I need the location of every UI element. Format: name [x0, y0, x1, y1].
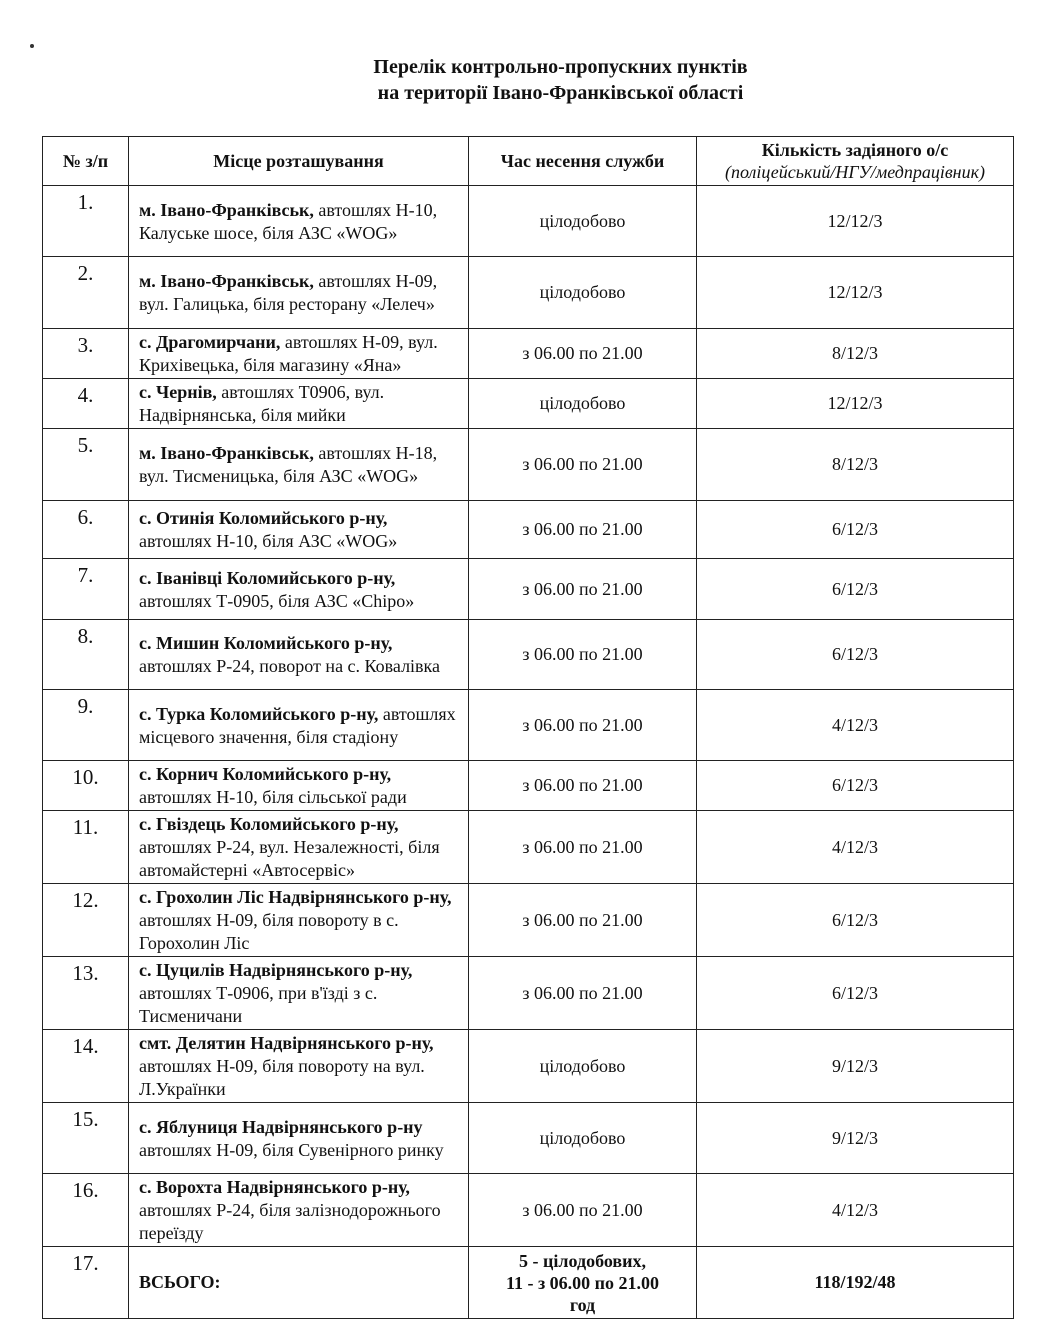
place-details: автошлях Р-24, поворот на с. Ковалівка	[139, 656, 441, 676]
row-time: з 06.00 по 21.00	[469, 811, 697, 884]
place-details: автошлях Н-10, біля сільської ради	[139, 787, 407, 807]
row-place	[129, 620, 469, 690]
place-name: м. Івано-Франківськ,	[139, 271, 314, 291]
row-number: 4.	[43, 379, 129, 429]
row-count: 4/12/3	[697, 690, 1014, 761]
total-row	[43, 1247, 1014, 1319]
row-place	[129, 761, 469, 811]
total-time-line-1: 5 - цілодобових,	[519, 1250, 646, 1271]
title-line-1: Перелік контрольно-пропускних пунктів	[373, 56, 748, 78]
row-count: 8/12/3	[697, 429, 1014, 501]
row-place	[129, 811, 469, 884]
place-details: автошлях Н-10, Калуське шосе, біля АЗС «WOG»	[139, 199, 438, 243]
row-time: з 06.00 по 21.00	[469, 559, 697, 620]
place-name: с. Ворохта Надвірнянського р-ну,	[139, 1177, 410, 1197]
table-row	[43, 559, 1014, 620]
row-count: 12/12/3	[697, 186, 1014, 257]
row-count: 9/12/3	[697, 1030, 1014, 1103]
place-details: автошлях Р-24, біля залізнодорожнього переїзду	[139, 1200, 441, 1243]
table-row	[43, 811, 1014, 884]
total-time-line-3: год	[569, 1294, 596, 1315]
row-place	[129, 186, 469, 257]
place-details: автошлях Н-09, вул. Крихівецька, біля магазину «Яна»	[139, 332, 438, 375]
row-time: цілодобово	[469, 257, 697, 329]
row-place	[129, 884, 469, 957]
row-place	[129, 1030, 469, 1103]
row-count: 12/12/3	[697, 257, 1014, 329]
row-number: 11.	[43, 811, 129, 884]
place-name: с. Отинія Коломийського р-ну,	[139, 508, 388, 528]
header-count-title: Кількість задіяного о/с	[761, 140, 949, 160]
place-details: автошлях місцевого значення, біля стадіону	[139, 703, 456, 747]
row-time: з 06.00 по 21.00	[469, 884, 697, 957]
row-time: цілодобово	[469, 1030, 697, 1103]
row-number: 3.	[43, 329, 129, 379]
row-time: цілодобово	[469, 1103, 697, 1174]
row-count: 6/12/3	[697, 957, 1014, 1030]
table-row	[43, 1174, 1014, 1247]
row-place	[129, 429, 469, 501]
row-place	[129, 559, 469, 620]
row-count: 6/12/3	[697, 501, 1014, 559]
row-count: 6/12/3	[697, 884, 1014, 957]
header-count	[697, 137, 1014, 186]
table-row	[43, 1103, 1014, 1174]
row-time: з 06.00 по 21.00	[469, 501, 697, 559]
place-name: с. Яблуниця Надвірнянського р-ну	[139, 1116, 423, 1137]
table-row	[43, 761, 1014, 811]
row-place	[129, 690, 469, 761]
row-count: 4/12/3	[697, 811, 1014, 884]
row-number: 13.	[43, 957, 129, 1030]
row-time: з 06.00 по 21.00	[469, 620, 697, 690]
place-name: с. Мишин Коломийського р-ну,	[139, 633, 393, 653]
place-details: автошлях Н-09, біля Сувенірного ринку	[139, 1139, 444, 1160]
row-time: з 06.00 по 21.00	[469, 761, 697, 811]
place-details: автошлях Р-24, вул. Незалежності, біля автомайстерні «Автосервіс»	[139, 837, 440, 880]
total-time	[469, 1247, 697, 1319]
row-place	[129, 1103, 469, 1174]
row-place	[129, 501, 469, 559]
header-place: Місце розташування	[129, 137, 469, 186]
place-name: с. Іванівці Коломийського р-ну,	[139, 567, 396, 588]
place-name: м. Івано-Франківськ,	[139, 443, 314, 463]
table-row	[43, 1030, 1014, 1103]
total-count: 118/192/48	[697, 1247, 1014, 1319]
row-place	[129, 257, 469, 329]
place-details: автошлях Н-10, біля АЗС «WOG»	[139, 531, 398, 551]
row-number: 16.	[43, 1174, 129, 1247]
row-place	[129, 1174, 469, 1247]
row-number: 15.	[43, 1103, 129, 1174]
table-row	[43, 620, 1014, 690]
title-line-2: на території Івано-Франківської області	[377, 82, 744, 104]
row-time: з 06.00 по 21.00	[469, 690, 697, 761]
table-row	[43, 501, 1014, 559]
place-details: автошлях Н-09, вул. Галицька, біля ресторану «Лелеч»	[139, 271, 438, 314]
row-number: 8.	[43, 620, 129, 690]
place-details: автошлях Н-09, біля повороту в с. Горохолин Ліс	[139, 910, 399, 953]
total-time-line-2: 11 - з 06.00 по 21.00	[505, 1272, 660, 1293]
place-name: с. Драгомирчани,	[139, 332, 281, 352]
row-number: 7.	[43, 559, 129, 620]
total-label: ВСЬОГО:	[129, 1247, 469, 1319]
row-count: 8/12/3	[697, 329, 1014, 379]
row-time: цілодобово	[469, 379, 697, 429]
place-name: с. Корнич Коломийського р-ну,	[139, 764, 392, 784]
row-count: 6/12/3	[697, 761, 1014, 811]
place-details: автошлях Т-0905, біля АЗС «Chipo»	[139, 590, 415, 611]
total-num: 17.	[43, 1247, 129, 1319]
place-name: с. Гвіздець Коломийського р-ну,	[139, 814, 399, 834]
place-name: с. Цуцилів Надвірнянського р-ну,	[139, 960, 413, 980]
row-number: 9.	[43, 690, 129, 761]
row-number: 12.	[43, 884, 129, 957]
place-details: автошлях Н-09, біля повороту на вул. Л.Українки	[139, 1056, 425, 1099]
table-row	[43, 186, 1014, 257]
row-time: цілодобово	[469, 186, 697, 257]
row-number: 14.	[43, 1030, 129, 1103]
table-row	[43, 690, 1014, 761]
row-number: 1.	[43, 186, 129, 257]
place-name: м. Івано-Франківськ,	[139, 199, 314, 220]
table-row	[43, 957, 1014, 1030]
place-name: с. Грохолин Ліс Надвірнянського р-ну,	[139, 887, 452, 907]
table-row	[43, 884, 1014, 957]
table-row	[43, 257, 1014, 329]
header-num: № з/п	[43, 137, 129, 186]
row-place	[129, 379, 469, 429]
row-place	[129, 957, 469, 1030]
table-row	[43, 329, 1014, 379]
header-count-sub: (поліцейський/НГУ/медпрацівник)	[724, 162, 986, 182]
place-details: автошлях Т-0906, при в'їзді з с. Тисменичани	[139, 983, 378, 1026]
place-name: с. Турка Коломийського р-ну,	[139, 703, 379, 724]
table-row	[43, 429, 1014, 501]
row-number: 5.	[43, 429, 129, 501]
scan-mark	[30, 44, 34, 48]
row-number: 10.	[43, 761, 129, 811]
row-place	[129, 329, 469, 379]
row-number: 2.	[43, 257, 129, 329]
row-count: 12/12/3	[697, 379, 1014, 429]
place-details: автошлях Н-18, вул. Тисменицька, біля АЗС «WOG»	[139, 443, 438, 486]
row-time: з 06.00 по 21.00	[469, 957, 697, 1030]
place-name: с. Чернів,	[139, 382, 217, 402]
row-count: 9/12/3	[697, 1103, 1014, 1174]
place-details: автошлях Т0906, вул. Надвірнянська, біля мийки	[139, 382, 385, 425]
row-count: 4/12/3	[697, 1174, 1014, 1247]
row-count: 6/12/3	[697, 620, 1014, 690]
row-time: з 06.00 по 21.00	[469, 1174, 697, 1247]
place-name: смт. Делятин Надвірнянського р-ну,	[139, 1033, 434, 1053]
table-row	[43, 379, 1014, 429]
header-time: Час несення служби	[469, 137, 697, 186]
row-time: з 06.00 по 21.00	[469, 429, 697, 501]
row-number: 6.	[43, 501, 129, 559]
row-time: з 06.00 по 21.00	[469, 329, 697, 379]
document-title	[0, 54, 1051, 106]
row-count: 6/12/3	[697, 559, 1014, 620]
checkpoints-table	[42, 136, 1014, 1319]
table-header-row	[43, 137, 1014, 186]
